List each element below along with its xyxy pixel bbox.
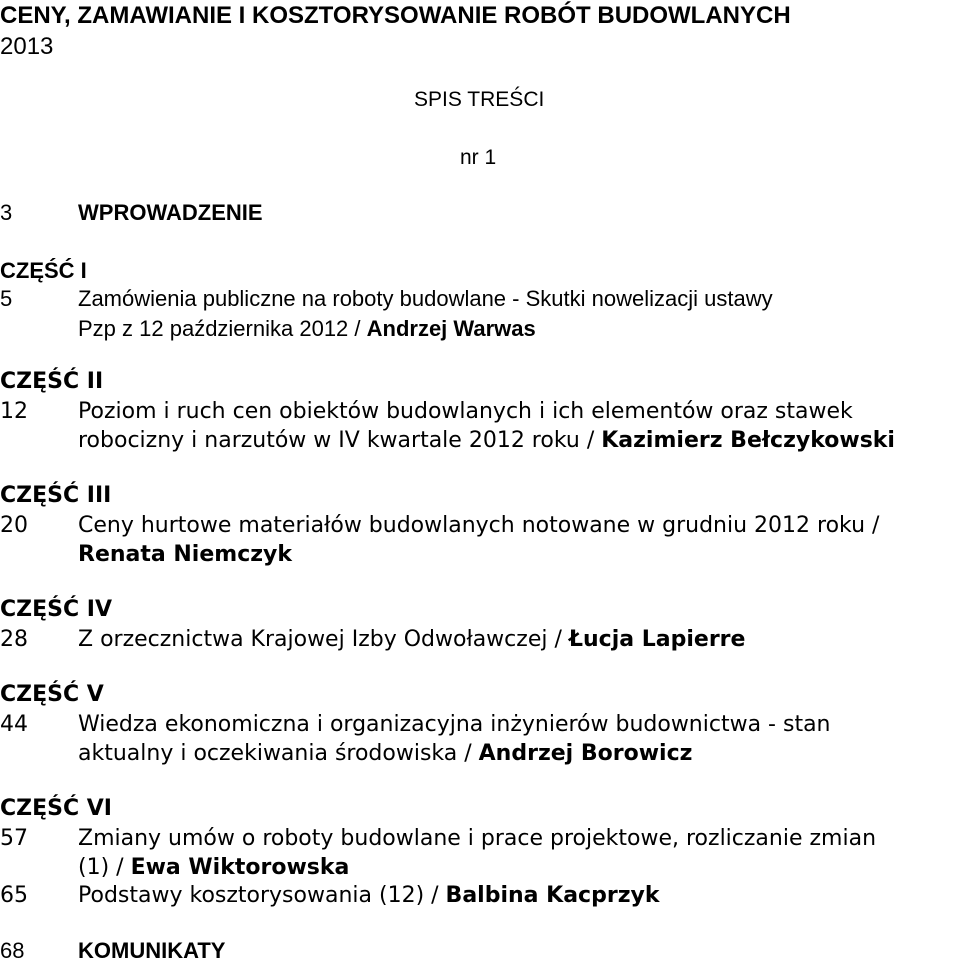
issue-number: nr 1 (460, 146, 497, 169)
part-4-page-number: 28 (0, 627, 28, 652)
part-5-title-line2 (78, 741, 692, 766)
part-4-title-line1 (78, 627, 745, 652)
part-1-heading: CZĘŚĆ I (0, 258, 87, 283)
part-3-page-number: 20 (0, 513, 28, 538)
part-2-title-text: robocizny i narzutów w IV kwartale 2012 roku / (78, 428, 602, 453)
part-4-author: Łucja Lapierre (568, 627, 746, 652)
part-5-title-line1: Wiedza ekonomiczna i organizacyjna inżynierów budownictwa - stan (78, 712, 831, 737)
part-4-title-text: Z orzecznictwa Krajowej Izby Odwoławczej / (78, 627, 569, 652)
document-year: 2013 (0, 33, 54, 60)
document-title: CENY, ZAMAWIANIE I KOSZTORYSOWANIE ROBÓT BUDOWLANYCH (0, 2, 791, 29)
part-2-title-line2 (78, 428, 895, 453)
part-1-title-text: Pzp z 12 października 2012 / (78, 316, 367, 341)
part-2-author: Kazimierz Bełczykowski (601, 428, 895, 453)
part-5-title-text: aktualny i oczekiwania środowiska / (78, 741, 479, 766)
part-4-heading: CZĘŚĆ IV (0, 597, 112, 622)
part-6-entry-2-page-number: 65 (0, 883, 28, 908)
part-6-entry-2-title-line1 (78, 883, 659, 908)
part-5-author: Andrzej Borowicz (478, 741, 693, 766)
part-6-entry-2-author: Balbina Kacprzyk (445, 883, 660, 908)
part-6-entry-1-title-text: (1) / (78, 855, 131, 880)
part-6-entry-1-title-line1: Zmiany umów o roboty budowlane i prace projektowe, rozliczanie zmian (78, 826, 877, 851)
part-5-page-number: 44 (0, 712, 28, 737)
part-2-title-line1: Poziom i ruch cen obiektów budowlanych i ich elementów oraz stawek (78, 399, 853, 424)
komunikaty-title: KOMUNIKATY (78, 938, 226, 963)
part-2-heading: CZĘŚĆ II (0, 369, 104, 394)
intro-page-number: 3 (0, 200, 13, 225)
part-2-page-number: 12 (0, 399, 28, 424)
part-6-entry-1-page-number: 57 (0, 826, 28, 851)
part-3-author: Renata Niemczyk (78, 542, 293, 567)
part-5-heading: CZĘŚĆ V (0, 682, 104, 707)
intro-title: WPROWADZENIE (78, 200, 263, 225)
part-1-title-line1: Zamówienia publiczne na roboty budowlane - Skutki nowelizacji ustawy (78, 286, 773, 311)
part-6-entry-1-author: Ewa Wiktorowska (130, 855, 350, 880)
part-1-page-number: 5 (0, 286, 13, 311)
part-3-title-line1: Ceny hurtowe materiałów budowlanych notowane w grudniu 2012 roku / (78, 513, 880, 538)
part-1-title-line2 (78, 316, 536, 342)
part-1-author: Andrzej Warwas (366, 316, 536, 341)
part-3-heading: CZĘŚĆ III (0, 483, 112, 508)
part-6-entry-1-title-line2 (78, 855, 349, 880)
komunikaty-page-number: 68 (0, 938, 25, 963)
part-6-entry-2-title-text: Podstawy kosztorysowania (12) / (78, 883, 446, 908)
part-6-heading: CZĘŚĆ VI (0, 796, 112, 821)
toc-heading: SPIS TREŚCI (414, 88, 545, 111)
